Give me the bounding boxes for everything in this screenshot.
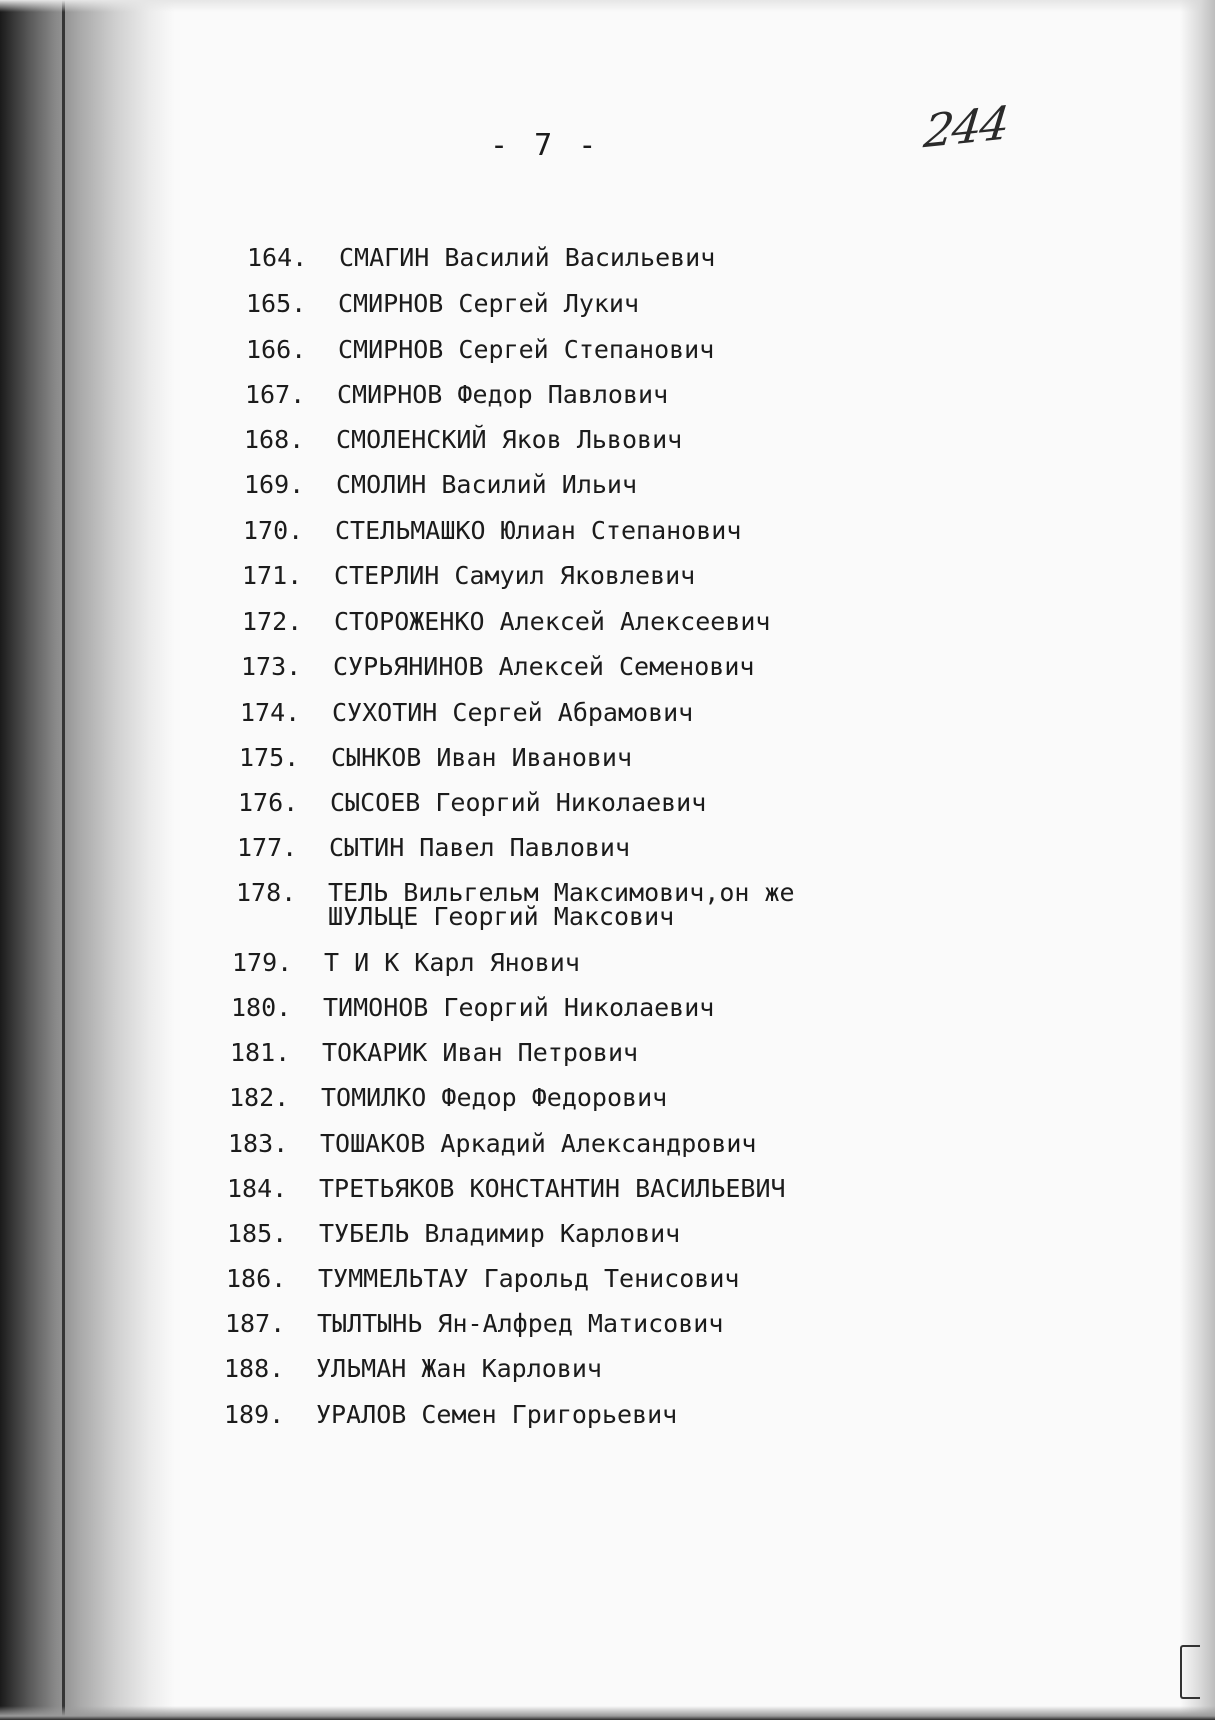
list-item xyxy=(224,1402,677,1428)
entry-name xyxy=(335,518,741,544)
entry-name xyxy=(333,654,754,680)
list-item xyxy=(246,337,714,363)
top-edge-shadow xyxy=(0,0,1215,12)
entry-name-text: УЛЬМАН Жан Карлович xyxy=(316,1354,602,1383)
entry-name-text: УРАЛОВ Семен Григорьевич xyxy=(316,1400,678,1429)
list-item xyxy=(229,1085,667,1111)
entry-number: 175. xyxy=(239,743,300,772)
entry-name-text: ТЕЛЬ Вильгельм Максимович,он же xyxy=(328,878,795,907)
entry-name xyxy=(316,1356,602,1382)
entry-name xyxy=(339,245,715,271)
bottom-edge-shadow xyxy=(0,1706,1215,1720)
entry-name-text: ТРЕТЬЯКОВ КОНСТАНТИН ВАСИЛЬЕВИЧ xyxy=(319,1174,786,1203)
list-item xyxy=(225,1311,723,1337)
list-item xyxy=(242,563,695,589)
entry-number: 177. xyxy=(237,833,298,862)
entry-name xyxy=(332,700,693,726)
page-number: - 7 - xyxy=(490,128,601,163)
entry-number: 173. xyxy=(241,652,302,681)
entry-number: 166. xyxy=(246,335,307,364)
entry-name xyxy=(316,1402,677,1428)
entry-name-text: СТОРОЖЕНКО Алексей Алексеевич xyxy=(334,607,771,636)
binding-shadow xyxy=(0,0,175,1720)
entry-name xyxy=(336,427,682,453)
entry-number: 165. xyxy=(246,289,307,318)
entry-number: 188. xyxy=(224,1354,285,1383)
list-item xyxy=(240,700,693,726)
right-edge-shadow xyxy=(1180,0,1215,1720)
list-item xyxy=(238,790,706,816)
entry-name-text: СМОЛЕНСКИЙ Яков Львович xyxy=(336,425,683,454)
entry-name-text: ТОШАКОВ Аркадий Александрович xyxy=(320,1129,757,1158)
entry-name-text: ТОМИЛКО Федор Федорович xyxy=(321,1083,668,1112)
entry-number: 180. xyxy=(231,993,292,1022)
list-item xyxy=(244,427,682,453)
list-item xyxy=(227,1221,680,1247)
entry-number: 185. xyxy=(227,1219,288,1248)
entry-number: 187. xyxy=(225,1309,286,1338)
entry-number: 178. xyxy=(236,878,297,907)
entry-name xyxy=(329,835,630,861)
list-item xyxy=(243,518,741,544)
entry-name xyxy=(336,472,637,498)
paper-clip-mark xyxy=(1180,1645,1200,1699)
entry-name-text: ТИМОНОВ Георгий Николаевич xyxy=(323,993,715,1022)
entry-name xyxy=(334,609,771,635)
entry-name xyxy=(330,790,706,816)
entry-name xyxy=(319,1221,680,1247)
list-item xyxy=(232,950,580,976)
entry-number: 189. xyxy=(224,1400,285,1429)
binding-line xyxy=(62,0,65,1720)
entry-name-text: СМОЛИН Василий Ильич xyxy=(336,470,638,499)
entry-name-text: ТОКАРИК Иван Петрович xyxy=(322,1038,639,1067)
entry-name xyxy=(338,337,714,363)
entry-name xyxy=(323,995,714,1021)
list-item xyxy=(236,880,795,930)
list-item xyxy=(226,1266,739,1292)
list-item xyxy=(224,1356,602,1382)
entry-name-text: СУХОТИН Сергей Абрамович xyxy=(332,698,694,727)
entry-number: 174. xyxy=(240,698,301,727)
entry-name-text: СЫНКОВ Иван Иванович xyxy=(331,743,633,772)
entry-name xyxy=(331,745,632,771)
entry-name xyxy=(334,563,695,589)
entry-name-text: ТУБЕЛЬ Владимир Карлович xyxy=(319,1219,681,1248)
list-item xyxy=(246,291,639,317)
list-item xyxy=(228,1131,757,1157)
entry-number: 171. xyxy=(242,561,303,590)
entry-name-text: СМАГИН Василий Васильевич xyxy=(339,243,716,272)
entry-number: 182. xyxy=(229,1083,290,1112)
entry-name xyxy=(319,1176,786,1202)
entry-number: 172. xyxy=(242,607,303,636)
entry-number: 170. xyxy=(243,516,304,545)
list-item xyxy=(230,1040,638,1066)
entry-number: 183. xyxy=(228,1129,289,1158)
entry-number: 181. xyxy=(230,1038,291,1067)
list-item xyxy=(245,382,668,408)
list-item xyxy=(227,1176,786,1202)
entry-number: 176. xyxy=(238,788,299,817)
entry-name xyxy=(328,880,795,930)
list-item xyxy=(247,245,715,271)
entry-name xyxy=(338,291,639,317)
entry-name-text: ТУММЕЛЬТАУ Гарольд Тенисович xyxy=(318,1264,740,1293)
entry-name xyxy=(322,1040,638,1066)
entry-name-text: СЫТИН Павел Павлович xyxy=(329,833,631,862)
entry-alias: ШУЛЬЦЕ Георгий Максович xyxy=(328,902,675,931)
entry-name-text: СЫСОЕВ Георгий Николаевич xyxy=(330,788,707,817)
list-item xyxy=(244,472,637,498)
entry-name-text: Т И К Карл Янович xyxy=(324,948,580,977)
entry-name-text: СМИРНОВ Федор Павлович xyxy=(337,380,669,409)
entry-name-text: СМИРНОВ Сергей Лукич xyxy=(338,289,640,318)
entry-number: 186. xyxy=(226,1264,287,1293)
handwritten-archive-number: 244 xyxy=(921,95,1011,159)
entry-number: 164. xyxy=(247,243,308,272)
entry-number: 168. xyxy=(244,425,305,454)
entry-name xyxy=(318,1266,739,1292)
entry-name xyxy=(324,950,580,976)
entry-name-text: СТЕРЛИН Самуил Яковлевич xyxy=(334,561,696,590)
entry-number: 184. xyxy=(227,1174,288,1203)
entry-number: 179. xyxy=(232,948,293,977)
list-item xyxy=(231,995,714,1021)
entry-number: 167. xyxy=(245,380,306,409)
list-item xyxy=(239,745,632,771)
entry-name xyxy=(321,1085,667,1111)
list-item xyxy=(237,835,630,861)
entry-name-text: СУРЬЯНИНОВ Алексей Семенович xyxy=(333,652,755,681)
entry-name xyxy=(317,1311,723,1337)
entry-name-text: СТЕЛЬМАШКО Юлиан Степанович xyxy=(335,516,742,545)
list-item xyxy=(241,654,754,680)
entry-number: 169. xyxy=(244,470,305,499)
entry-name xyxy=(320,1131,757,1157)
entry-name-text: СМИРНОВ Сергей Степанович xyxy=(338,335,715,364)
entry-name xyxy=(337,382,668,408)
entry-name-text: ТЫЛТЫНЬ Ян-Алфред Матисович xyxy=(317,1309,724,1338)
list-item xyxy=(242,609,771,635)
